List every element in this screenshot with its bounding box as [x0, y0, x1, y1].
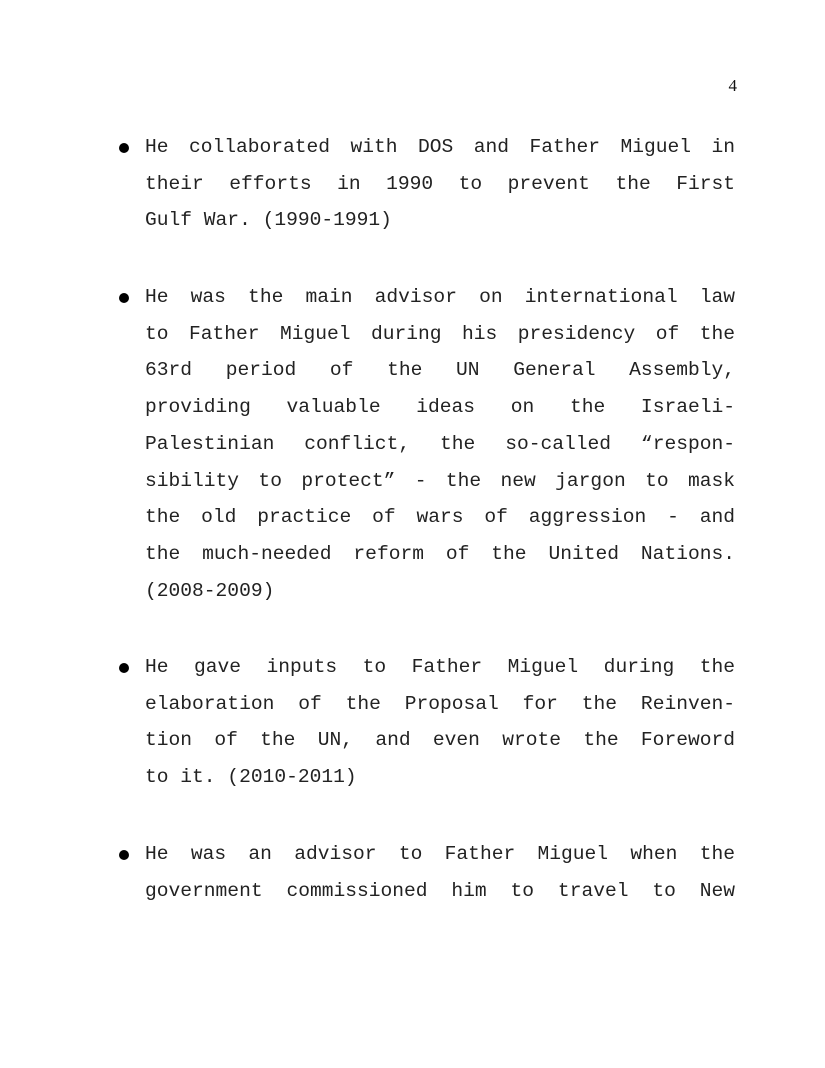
bullet-text-line: Palestinian conflict, the so-called “respon-	[145, 432, 735, 455]
bullet-text-line: providing valuable ideas on the Israeli-	[145, 396, 735, 419]
bullet-text-line: He was the main advisor on international law	[145, 286, 735, 308]
bullet-text-line: to Father Miguel during his presidency of the	[145, 322, 735, 345]
bullet-text-line: the old practice of wars of aggression - and	[145, 506, 735, 529]
page-number: 4	[728, 76, 737, 95]
bullet-point-icon	[119, 143, 129, 153]
bullet-text-line: elaboration of the Proposal for the Reinven-	[145, 692, 735, 715]
bullet-text-line: He collaborated with DOS and Father Miguel in	[145, 136, 735, 158]
bullet-point-icon	[119, 663, 129, 673]
bullet-text-line: their efforts in 1990 to prevent the First	[145, 172, 735, 195]
bullet-point-icon	[119, 293, 129, 303]
bullet-text-line: 63rd period of the UN General Assembly,	[145, 359, 735, 382]
bullet-text-line: government commissioned him to travel to New	[145, 879, 735, 902]
bullet-text-line: the much-needed reform of the United Nations.	[145, 542, 735, 565]
bullet-point-icon	[119, 850, 129, 860]
bullet-text-line: tion of the UN, and even wrote the Foreword	[145, 729, 735, 752]
bullet-text-line: Gulf War. (1990-1991)	[145, 209, 392, 232]
bullet-text-line: He gave inputs to Father Miguel during the	[145, 656, 735, 678]
bullet-text-line: He was an advisor to Father Miguel when the	[145, 843, 735, 865]
bullet-text-line: sibility to protect” - the new jargon to mask	[145, 469, 735, 492]
bullet-text-line: (2008-2009)	[145, 579, 275, 602]
bullet-text-line: to it. (2010-2011)	[145, 766, 357, 789]
